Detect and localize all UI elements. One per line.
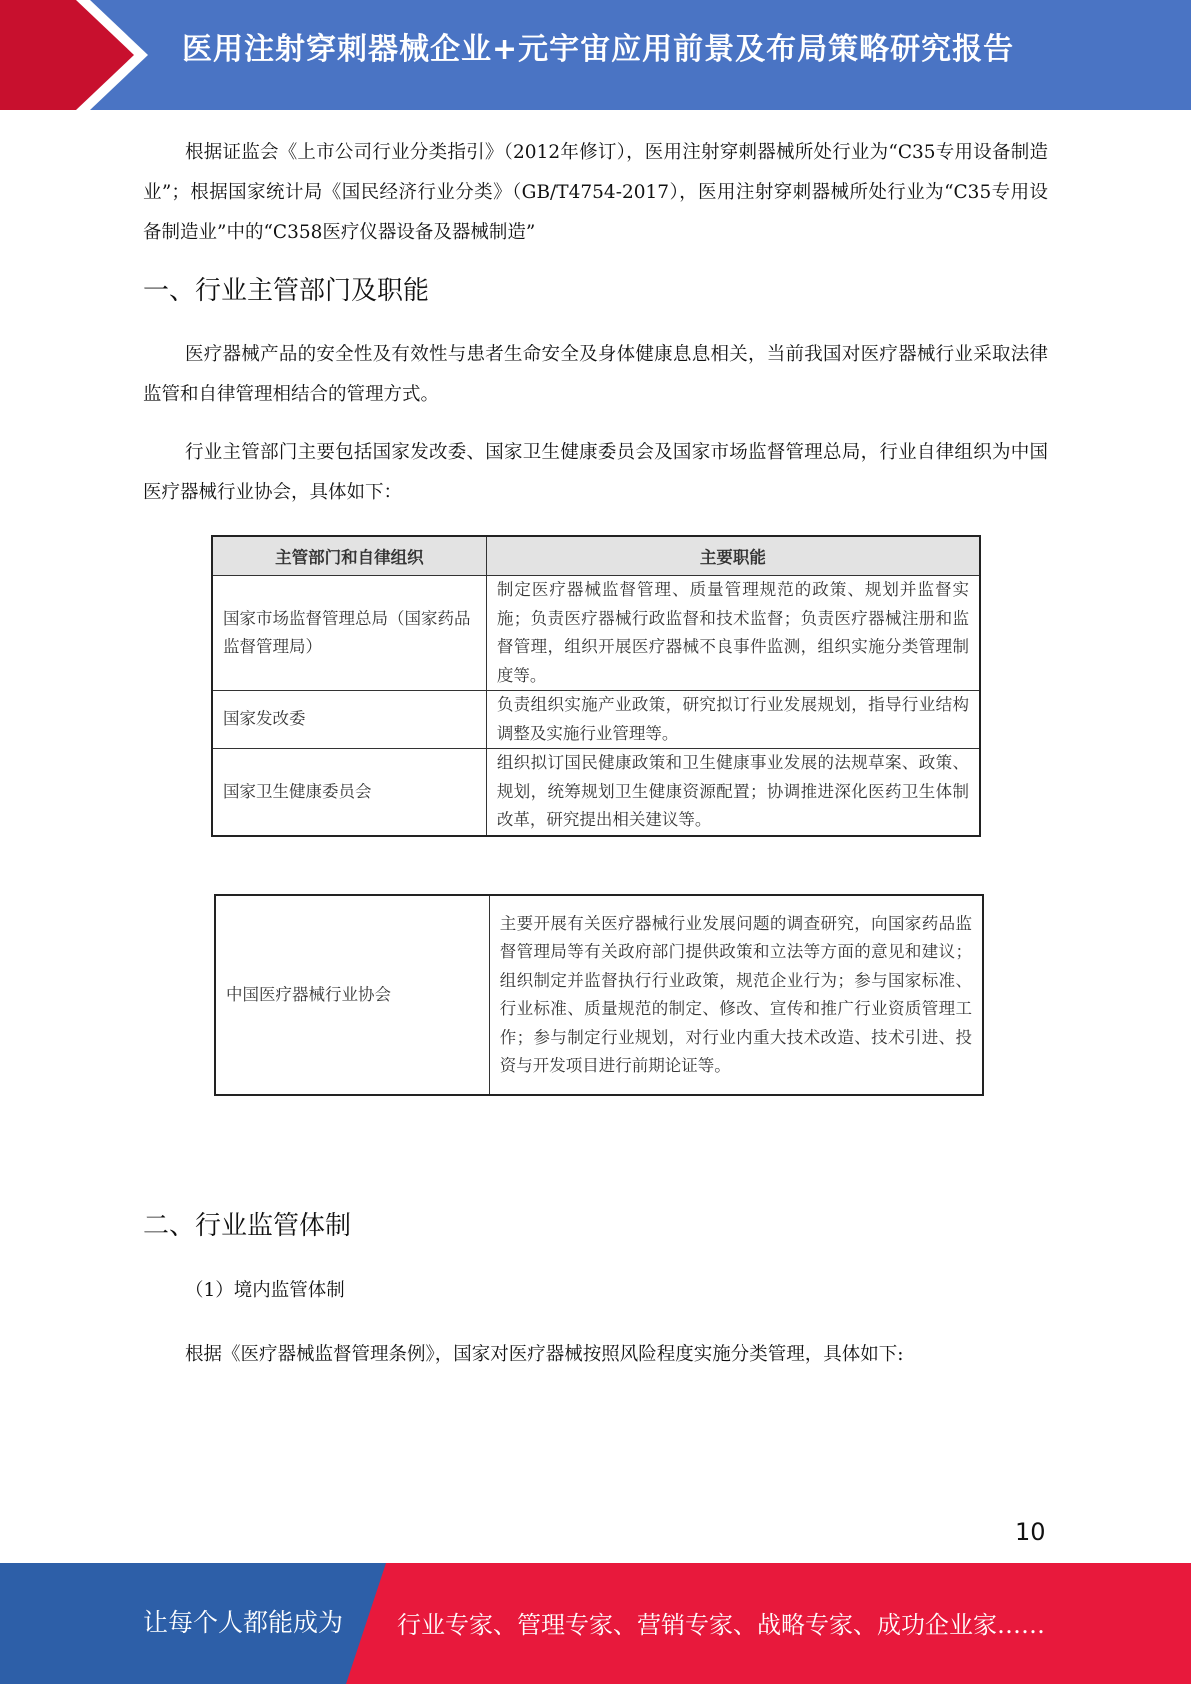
- page-header: [0, 0, 1191, 110]
- page-number: 10: [1015, 1518, 1046, 1546]
- org-cell: 国家发改委: [212, 691, 486, 749]
- table-row: [212, 576, 980, 691]
- table-row: [212, 691, 980, 749]
- org-cell: 中国医疗器械行业协会: [215, 895, 489, 1095]
- report-title: 医用注射穿刺器械企业+元宇宙应用前景及布局策略研究报告: [182, 32, 1015, 67]
- table-row: [212, 749, 980, 836]
- footer-slogan: 让每个人都能成为: [143, 1608, 344, 1637]
- intro-paragraph: 根据证监会《上市公司行业分类指引》（2012年修订），医用注射穿刺器械所处行业为“C35专用设备制造业”；根据国家统计局《国民经济行业分类》（GB/T4754-2017），医用注射穿刺器械所处行业为“C35专用设备制造业”中的“C358医疗仪器设备及器械制造”: [143, 142, 1048, 243]
- section2-heading: 二、行业监管体制: [143, 1211, 352, 1241]
- table-row: [215, 895, 983, 1095]
- table-header-row: [212, 536, 980, 576]
- section2-paragraph: 根据《医疗器械监督管理条例》，国家对医疗器械按照风险程度实施分类管理，具体如下:: [185, 1344, 904, 1365]
- column-header: 主管部门和自律组织: [212, 536, 486, 576]
- duty-cell: 负责组织实施产业政策，研究拟订行业发展规划，指导行业结构调整及实施行业管理等。: [486, 691, 980, 749]
- subsection-title: （1）境内监管体制: [185, 1280, 345, 1301]
- association-table: [214, 894, 984, 1096]
- duty-cell: 制定医疗器械监督管理、质量管理规范的政策、规划并监督实施；负责医疗器械行政监督和技术监督；负责医疗器械注册和监督管理，组织开展医疗器械不良事件监测，组织实施分类管理制度等。: [486, 576, 980, 691]
- regulators-table: [211, 535, 981, 837]
- section1-heading: 一、行业主管部门及职能: [143, 276, 430, 306]
- column-header: 主要职能: [486, 536, 980, 576]
- duty-cell: 组织拟订国民健康政策和卫生健康事业发展的法规草案、政策、规划，统筹规划卫生健康资源配置；协调推进深化医药卫生体制改革，研究提出相关建议等。: [486, 749, 980, 836]
- header-arrow-decoration: [0, 0, 150, 110]
- section1-paragraph-2: 行业主管部门主要包括国家发改委、国家卫生健康委员会及国家市场监督管理总局，行业自律组织为中国医疗器械行业协会，具体如下：: [143, 442, 1048, 503]
- org-cell: 国家市场监督管理总局（国家药品监督管理局）: [212, 576, 486, 691]
- org-cell: 国家卫生健康委员会: [212, 749, 486, 836]
- page-footer: [0, 1563, 1191, 1684]
- section1-paragraph-1: 医疗器械产品的安全性及有效性与患者生命安全及身体健康息息相关，当前我国对医疗器械行业采取法律监管和自律管理相结合的管理方式。: [143, 344, 1048, 405]
- footer-tagline: 行业专家、管理专家、营销专家、战略专家、成功企业家……: [397, 1611, 1045, 1639]
- duty-cell: 主要开展有关医疗器械行业发展问题的调查研究，向国家药品监督管理局等有关政府部门提供政策和立法等方面的意见和建议；组织制定并监督执行行业政策，规范企业行为；参与国家标准、行业标准、质量规范的制定、修改、宣传和推广行业资质管理工作；参与制定行业规划，对行业内重大技术改造、技术引进、投资与开发项目进行前期论证等。: [489, 895, 983, 1095]
